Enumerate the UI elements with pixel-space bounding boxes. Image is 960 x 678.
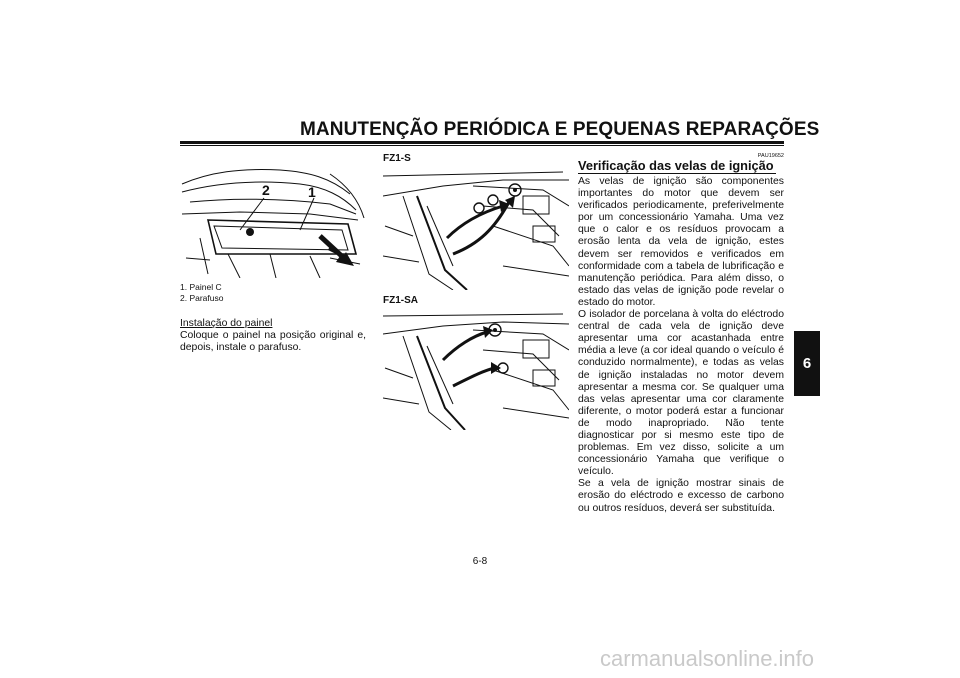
paragraph: Se a vela de ignição mostrar sinais de erosão do eléctrodo e excesso de carbono ou outros resíduos, deverá ser substituída. xyxy=(578,478,784,514)
caption-item: 1. Painel C xyxy=(180,282,222,292)
subheading-panel-install: Instalação do painel xyxy=(180,318,273,329)
panel-illustration xyxy=(180,154,366,278)
label-fz1-s: FZ1-S xyxy=(383,153,411,164)
page-number: 6-8 xyxy=(472,556,488,567)
label-fz1-sa: FZ1-SA xyxy=(383,295,418,306)
header-rule-thin xyxy=(180,145,784,146)
page-title: MANUTENÇÃO PERIÓDICA E PEQUENAS REPARAÇÕES xyxy=(300,119,820,140)
callout-2: 2 xyxy=(262,182,270,198)
paragraph: As velas de ignição são componentes importantes do motor que devem ser verificados periodicamente, preferivelmente por um concessionário Yamaha. Uma vez que o calor e os resíduos provocam a erosão lenta da vela de ignição, estes devem ser removidos e verificados em conformidade com a tabela de lubrificação e manutenção periódica. Para além disso, o estado das velas de ignição pode revelar o estado do motor. xyxy=(578,176,784,308)
heading-rule xyxy=(578,173,776,174)
fz1-sa-illustration xyxy=(383,306,569,430)
callout-1: 1 xyxy=(308,184,316,200)
caption-list xyxy=(180,282,223,304)
watermark: carmanualsonline.info xyxy=(600,646,815,671)
spark-plug-text xyxy=(578,176,784,515)
panel-drawing xyxy=(180,154,366,278)
fz1-s-illustration xyxy=(383,166,569,290)
paragraph: O isolador de porcelana à volta do eléctrodo central de cada vela de ignição deve apresentar uma cor acastanhada entre média a leve (a cor ideal quando o veículo é conduzido normalmente), e todas as velas de ignição instaladas no motor devem apresentar a mesma cor. Se qualquer uma das velas apresentar uma cor claramente diferente, o motor poderá estar a funcionar de modo inapropriado. Não tente diagnosticar por si mesmo este tipo de problemas. Em vez disso, solicite a um concessionário Yamaha que verifique o veículo. xyxy=(578,309,784,478)
fz1-s-drawing xyxy=(383,166,569,290)
reference-code: PAU19652 xyxy=(757,153,784,159)
fz1-sa-drawing xyxy=(383,306,569,430)
section-heading-spark-plugs: Verificação das velas de ignição xyxy=(578,158,774,173)
chapter-tab: 6 xyxy=(794,331,820,396)
caption-item: 2. Parafuso xyxy=(180,293,224,303)
panel-install-text: Coloque o painel na posição original e, depois, instale o parafuso. xyxy=(180,330,366,354)
header-rule xyxy=(180,141,784,144)
